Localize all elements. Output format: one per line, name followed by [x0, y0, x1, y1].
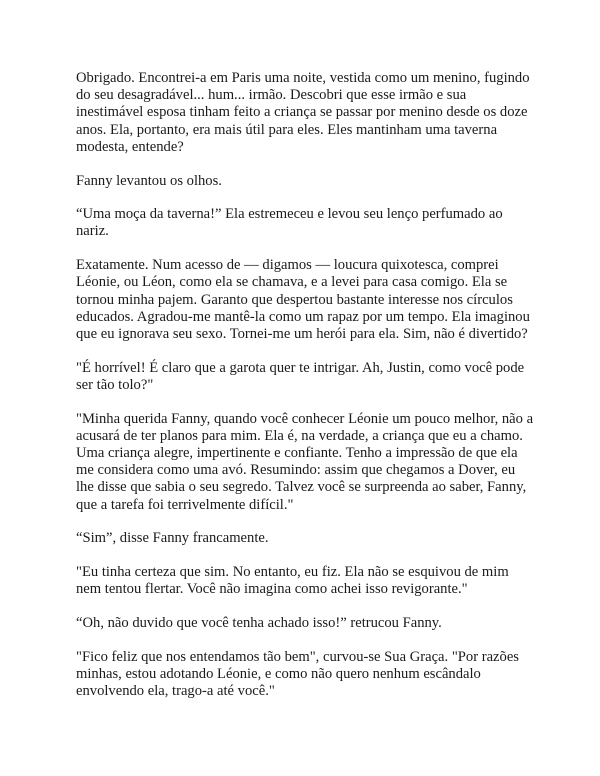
- paragraph-8: "Eu tinha certeza que sim. No entanto, eu fiz. Ela não se esquivou de mim nem tentou flertar. Você não imagina como achei isso revigorante.": [76, 563, 509, 598]
- paragraph-1: Obrigado. Encontrei-a em Paris uma noite, vestida como um menino, fugindo do seu desagradável... hum... irmão. Descobri que esse irmão e sua inestimável esposa tinham feito a criança se passar por menino desde os doze anos. Ela, portanto, era mais útil para eles. Eles mantinham uma taverna modesta, entende?: [76, 70, 530, 155]
- paragraph-2: Fanny levantou os olhos.: [76, 172, 222, 189]
- paragraph-5: "É horrível! É claro que a garota quer te intrigar. Ah, Justin, como você pode ser tão tolo?": [76, 359, 525, 393]
- paragraph-6: "Minha querida Fanny, quando você conhecer Léonie um pouco melhor, não a acusará de ter planos para mim. Ela é, na verdade, a criança que eu a chamo. Uma criança alegre, impertinente e confiante. Tenho a impressão de que ela me considera como uma avó. Resumindo: assim que chegamos a Dover, eu lhe disse que sabia o seu segredo. Talvez você se surpreenda ao saber, Fanny, que a tarefa foi terrivelmente difícil.": [76, 410, 534, 513]
- paragraph-3: “Uma moça da taverna!” Ela estremeceu e levou seu lenço perfumado ao nariz.: [76, 206, 503, 240]
- paragraph-7: “Sim”, disse Fanny francamente.: [76, 530, 269, 547]
- document-page: [76, 70, 536, 717]
- paragraph-10: "Fico feliz que nos entendamos tão bem", curvou-se Sua Graça. "Por razões minhas, estou adotando Léonie, e como não quero nenhum escândalo envolvendo ela, trago-a até você.": [76, 648, 519, 699]
- paragraph-4: Exatamente. Num acesso de — digamos — loucura quixotesca, comprei Léonie, ou Léon, como ela se chamava, e a levei para casa comigo. Ela se tornou minha pajem. Garanto que despertou bastante interesse nos círculos educados. Agradou-me mantê-la como um rapaz por um tempo. Ela imaginou que eu ignorava seu sexo. Tornei-me um herói para ela. Sim, não é divertido?: [76, 257, 530, 342]
- paragraph-9: “Oh, não duvido que você tenha achado isso!” retrucou Fanny.: [76, 614, 442, 631]
